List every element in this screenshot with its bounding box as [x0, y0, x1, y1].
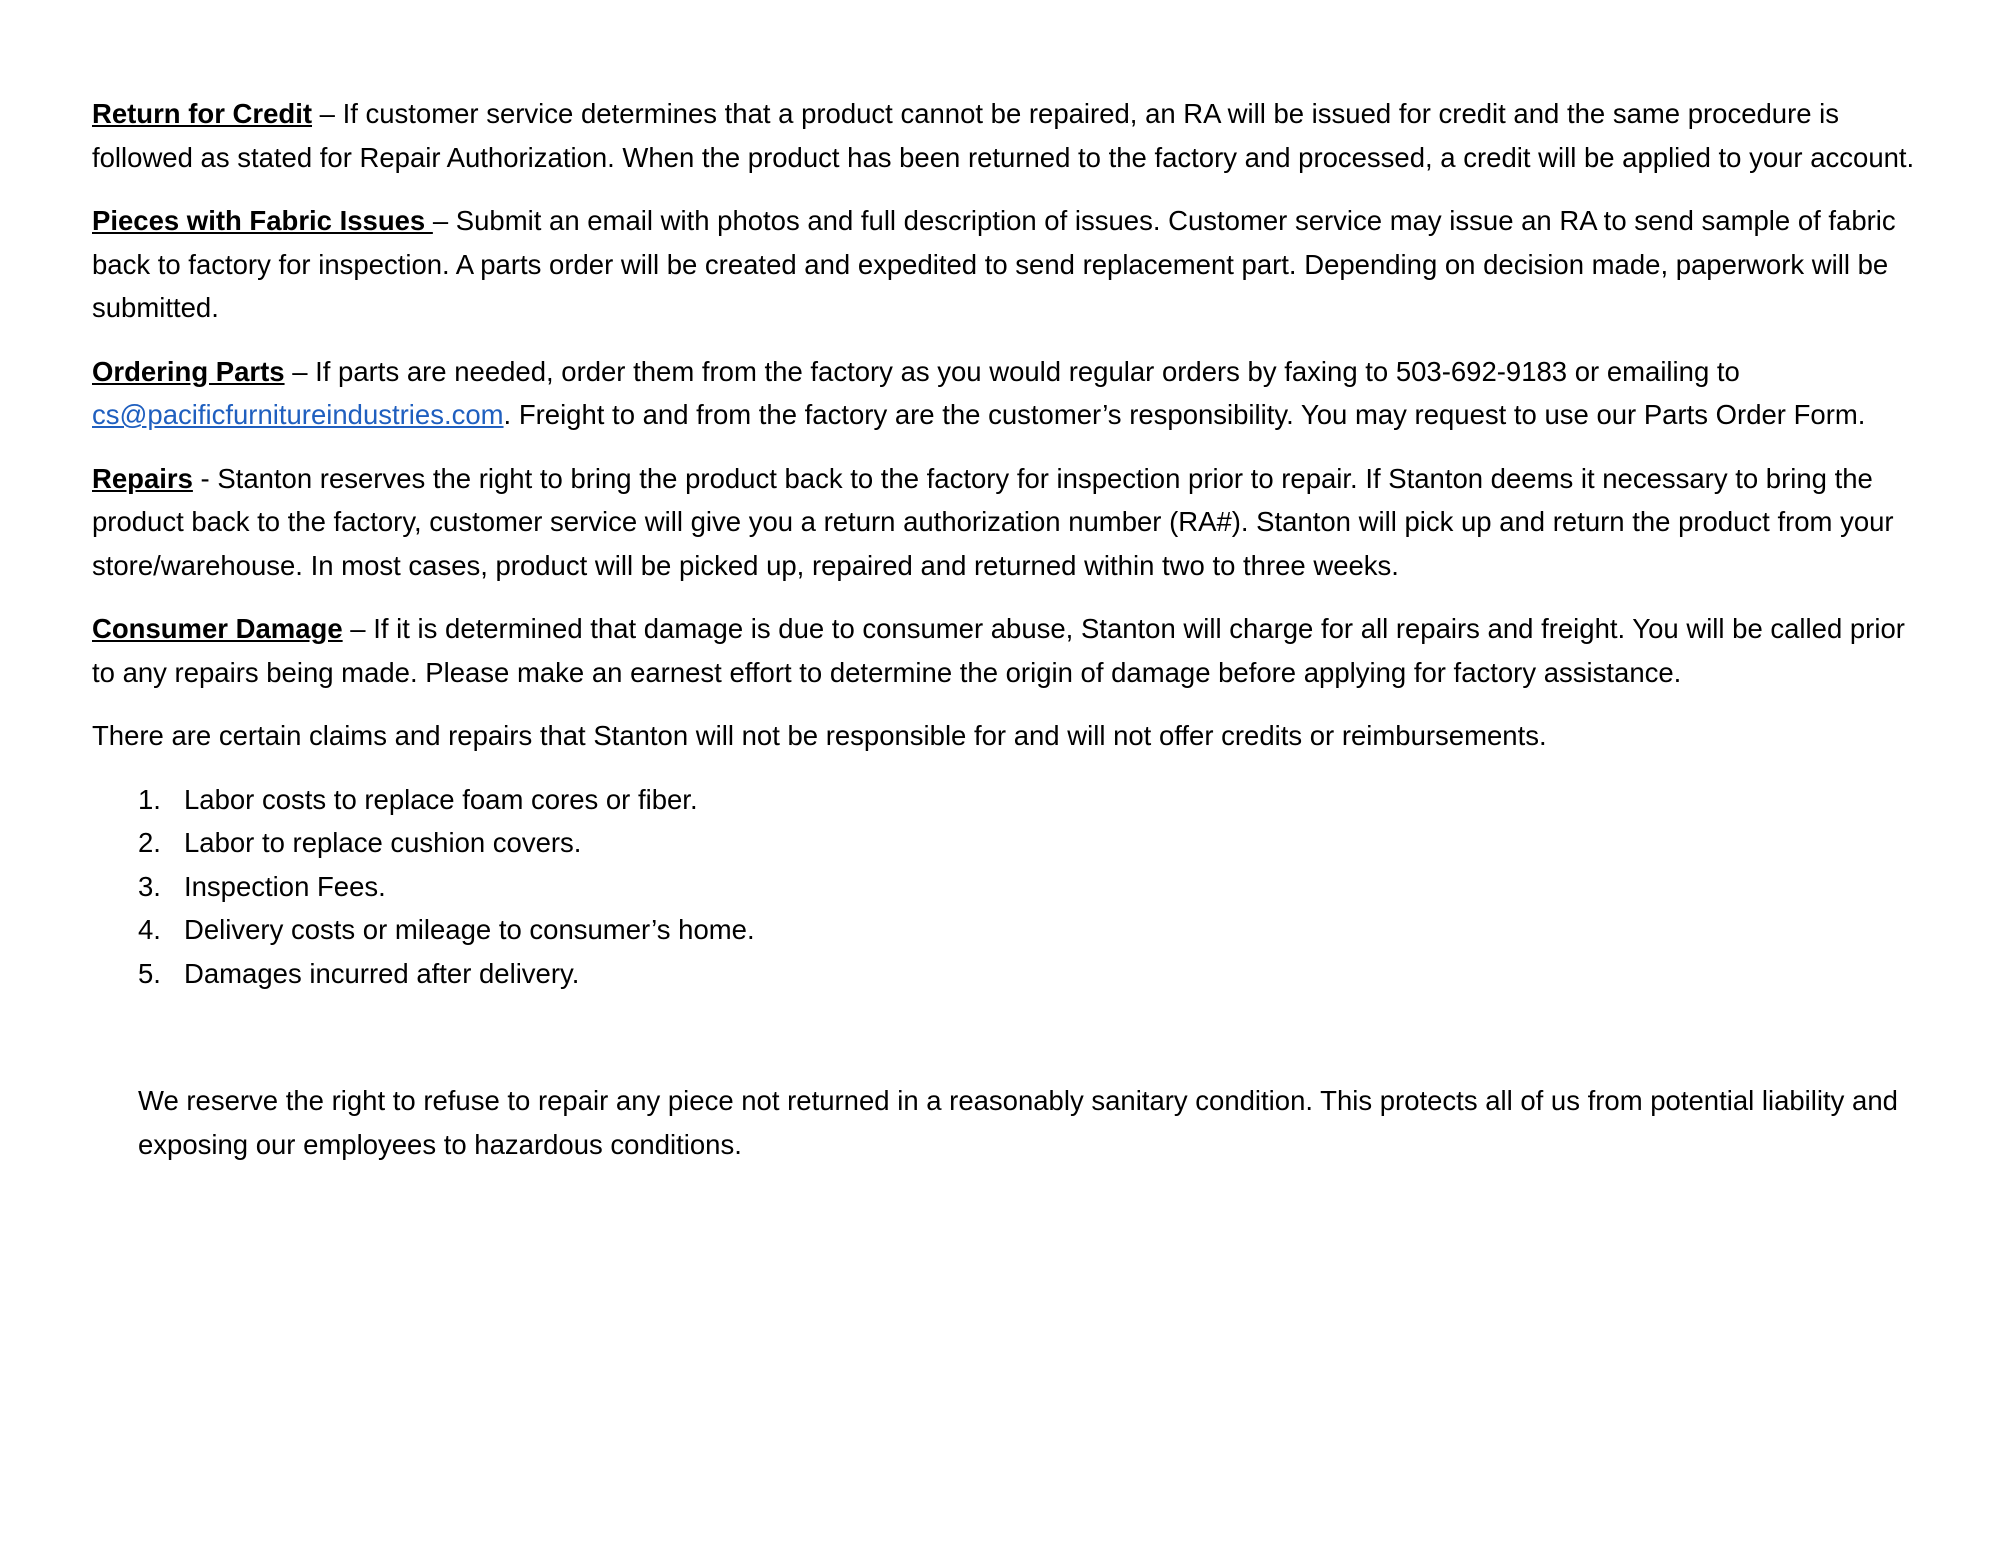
- list-text: Labor costs to replace foam cores or fiber.: [184, 783, 698, 815]
- list-text: Delivery costs or mileage to consumer’s home.: [184, 914, 755, 945]
- section-consumer-damage: [92, 607, 1922, 694]
- section-heading: Ordering Parts: [92, 355, 285, 387]
- list-item: [138, 821, 1940, 865]
- list-text: Inspection Fees.: [184, 870, 386, 902]
- section-body: If it is determined that damage is due to consumer abuse, Stanton will charge for all repairs and freight. You will be called prior to any repairs being made. Please make an earnest effort to determine the origin of damage before applying for factory assistance.: [92, 613, 1905, 688]
- section-separator: –: [342, 613, 374, 644]
- section-ordering-parts: [92, 350, 1922, 437]
- section-return-for-credit: [92, 92, 1922, 179]
- list-number: 5.: [138, 957, 161, 989]
- section-fabric-issues: [92, 199, 1922, 330]
- list-item: [138, 778, 1940, 822]
- section-separator: –: [432, 205, 456, 236]
- exclusions-list: [138, 778, 1940, 996]
- list-item: [138, 952, 1940, 996]
- section-body: Stanton reserves the right to bring the product back to the factory for inspection prior to repair. If Stanton deems it necessary to bring the product back to the factory, customer service will give you a return authorization number (RA#). Stanton will pick up and return the product from your store/warehouse. In most cases, product will be picked up, repaired and returned within two to three weeks.: [92, 462, 1894, 581]
- closing-statement: We reserve the right to refuse to repair any piece not returned in a reasonably sanitary condition. This protects all of us from potential liability and exposing our employees to hazardous conditions.: [138, 1085, 1898, 1160]
- list-item: [138, 908, 1940, 952]
- section-repairs: [92, 457, 1922, 588]
- section-separator: –: [284, 355, 316, 387]
- list-text: Damages incurred after delivery.: [184, 957, 580, 989]
- section-heading: Repairs: [92, 462, 193, 494]
- section-body: Submit an email with photos and full description of issues. Customer service may issue an RA to send sample of fabric back to factory for inspection. A parts order will be created and expedited to send replacement part. Depending on decision made, paperwork will be submitted.: [92, 205, 1896, 323]
- list-number: 1.: [138, 783, 161, 815]
- section-heading: Pieces with Fabric Issues: [92, 205, 433, 236]
- list-text: Labor to replace cushion covers.: [184, 827, 582, 858]
- section-body: If customer service determines that a product cannot be repaired, an RA will be issued for credit and the same procedure is followed as stated for Repair Authorization. When the product has been returned to the factory and processed, a credit will be applied to your account.: [92, 98, 1915, 173]
- section-heading: Consumer Damage: [92, 613, 343, 644]
- exclusions-intro: There are certain claims and repairs that Stanton will not be responsible for and will not offer credits or reimbursements.: [92, 720, 1547, 751]
- list-number: 2.: [138, 827, 161, 858]
- section-body: If parts are needed, order them from the factory as you would regular orders by faxing to 503-692-9183 or emailing to: [315, 355, 1740, 387]
- email-link[interactable]: cs@pacificfurnitureindustries.com: [92, 399, 504, 430]
- list-number: 4.: [138, 914, 161, 945]
- section-separator: –: [312, 98, 343, 129]
- section-heading: Return for Credit: [92, 98, 312, 129]
- section-separator: -: [192, 462, 218, 494]
- list-number: 3.: [138, 870, 161, 902]
- list-item: [138, 865, 1940, 909]
- section-body-continued: . Freight to and from the factory are the customer’s responsibility. You may request to use our Parts Order Form.: [503, 399, 1866, 430]
